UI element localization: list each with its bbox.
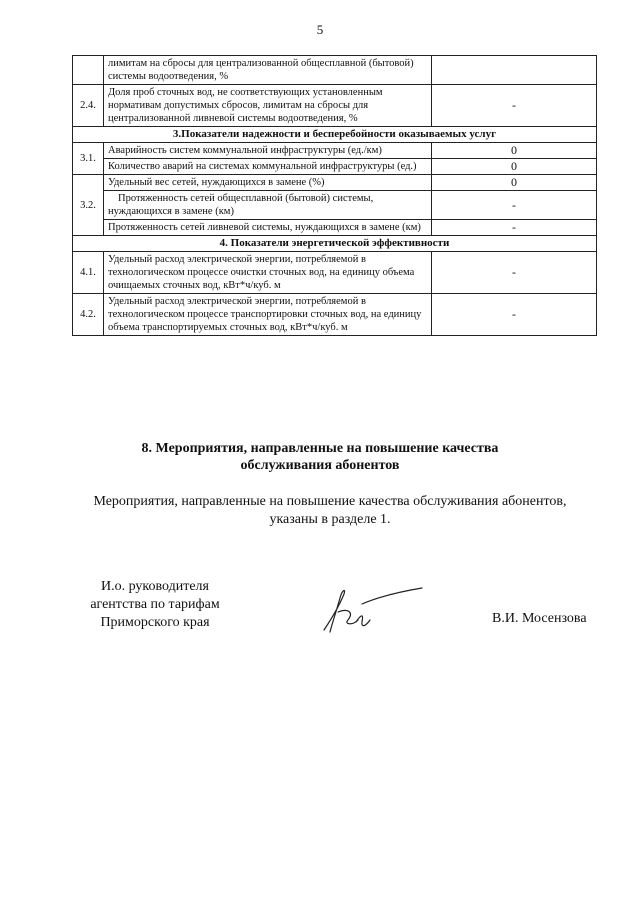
- indicator-description: Протяженность сетей общесплавной (бытовой) системы, нуждающихся в замене (км): [104, 191, 432, 220]
- table-row: [73, 191, 597, 220]
- item-number: 3.1.: [73, 143, 104, 175]
- indicator-description: Удельный расход электрической энергии, потребляемой в технологическом процессе очистки сточных вод, на единицу объема очищаемых сточных вод, кВт*ч/куб. м: [104, 252, 432, 294]
- section-8-heading: [0, 440, 640, 474]
- table-row: [73, 85, 597, 127]
- section-header-row: [73, 127, 597, 143]
- indicator-description: лимитам на сбросы для централизованной общесплавной (бытовой) системы водоотведения, %: [104, 56, 432, 85]
- indicator-description: Количество аварий на системах коммунальной инфраструктуры (ед.): [104, 159, 432, 175]
- indicator-description: Аварийность систем коммунальной инфраструктуры (ед./км): [104, 143, 432, 159]
- item-number: 4.2.: [73, 294, 104, 336]
- indicator-description: Удельный расход электрической энергии, потребляемой в технологическом процессе транспортировки сточных вод, на единицу объема транспортируемых сточных вод, кВт*ч/куб. м: [104, 294, 432, 336]
- item-number: 2.4.: [73, 85, 104, 127]
- signer-name: В.И. Мосензова: [492, 611, 587, 626]
- indicators-table: [72, 55, 597, 336]
- indicator-value: 0: [432, 159, 597, 175]
- indicator-description: Протяженность сетей ливневой системы, нуждающихся в замене (км): [104, 220, 432, 236]
- section-header-row: [73, 236, 597, 252]
- indicator-value: -: [432, 220, 597, 236]
- item-number: 4.1.: [73, 252, 104, 294]
- handwritten-signature: [318, 582, 428, 638]
- indicator-value: -: [432, 85, 597, 127]
- item-number: 3.2.: [73, 175, 104, 236]
- section-title: 4. Показатели энергетической эффективности: [73, 236, 597, 252]
- signatory-title-line-1: И.о. руководителя: [100, 579, 209, 594]
- item-number: [73, 56, 104, 85]
- section-8-body-line-1: Мероприятия, направленные на повышение качества обслуживания абонентов,: [93, 494, 567, 509]
- signatory-title-line-3: Приморского края: [100, 615, 210, 630]
- indicator-value: 0: [432, 143, 597, 159]
- indicator-value: -: [432, 252, 597, 294]
- indicator-value: 0: [432, 175, 597, 191]
- section-8-heading-line-1: 8. Мероприятия, направленные на повышение качества: [141, 441, 499, 456]
- indicator-value: -: [432, 294, 597, 336]
- table-row: [73, 56, 597, 85]
- section-title: 3.Показатели надежности и бесперебойности оказываемых услуг: [73, 127, 597, 143]
- table-row: [73, 294, 597, 336]
- section-8-body: [60, 493, 600, 529]
- indicator-value: [432, 56, 597, 85]
- signatory-title: [60, 578, 250, 632]
- table-row: [73, 175, 597, 191]
- section-8-body-line-2: указаны в разделе 1.: [269, 512, 391, 527]
- table-row: [73, 143, 597, 159]
- table-row: [73, 252, 597, 294]
- signatory-title-line-2: агентства по тарифам: [90, 597, 220, 612]
- table-row: [73, 159, 597, 175]
- indicator-description: Доля проб сточных вод, не соответствующих установленным нормативам допустимых сбросов, лимитам на сбросы для централизованной ливневой системы водоотведения, %: [104, 85, 432, 127]
- section-8-heading-line-2: обслуживания абонентов: [240, 458, 400, 473]
- page-number: 5: [316, 22, 324, 37]
- indicator-description: Удельный вес сетей, нуждающихся в замене (%): [104, 175, 432, 191]
- indicator-value: -: [432, 191, 597, 220]
- table-row: [73, 220, 597, 236]
